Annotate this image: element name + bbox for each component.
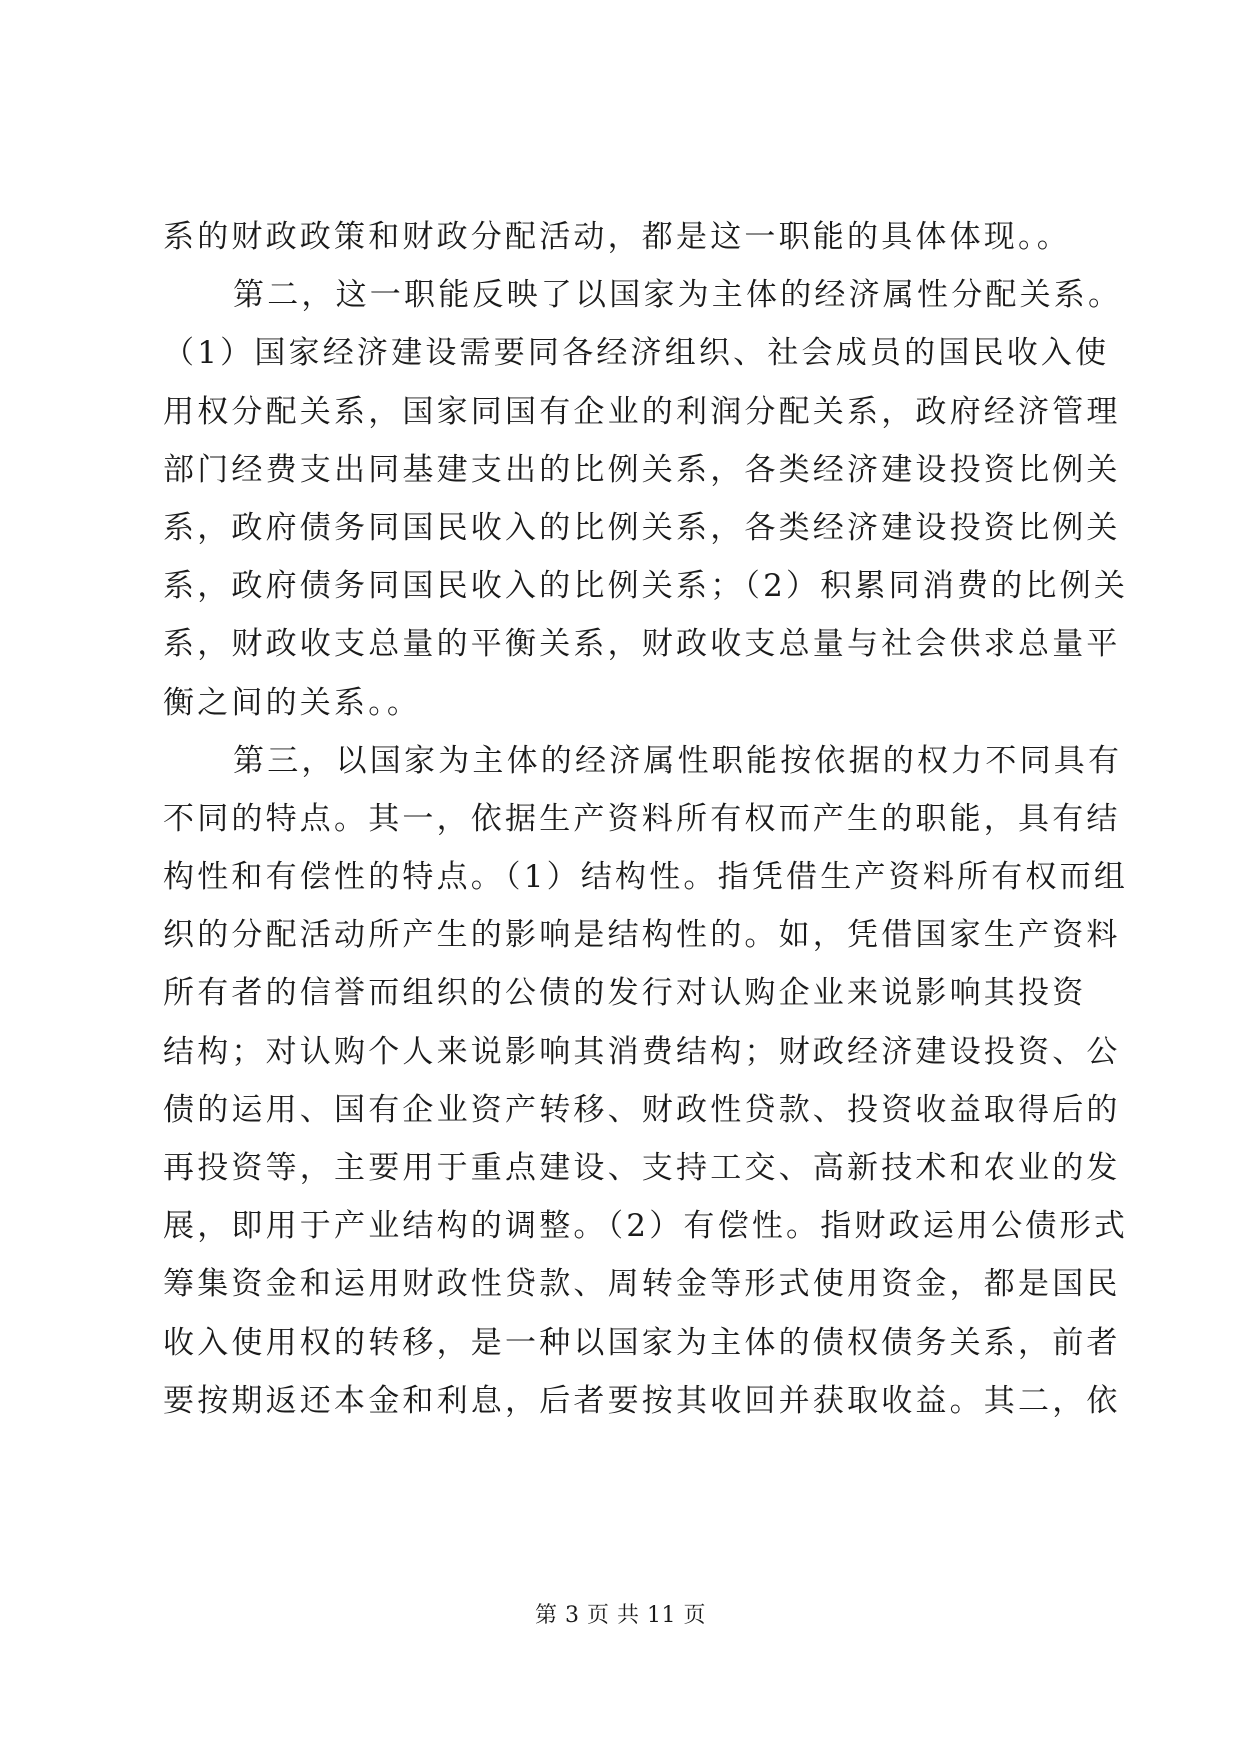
text-line: 结构；对认购个人来说影响其消费结构；财政经济建设投资、公	[163, 1033, 1121, 1070]
text-line: 收入使用权的转移，是一种以国家为主体的债权债务关系，前者	[163, 1324, 1121, 1361]
body-text	[163, 208, 1129, 1430]
text-line: 不同的特点。其一，依据生产资料所有权而产生的职能，具有结	[163, 800, 1121, 837]
text-line: 筹集资金和运用财政性贷款、周转金等形式使用资金，都是国民	[163, 1266, 1121, 1303]
page-footer: 第 3 页 共 11 页	[535, 1603, 706, 1628]
text-line: 系的财政政策和财政分配活动，都是这一职能的具体体现。。	[163, 219, 1071, 255]
text-line: 系，政府债务同国民收入的比例关系，各类经济建设投资比例关	[163, 509, 1121, 546]
text-line: 织的分配活动所产生的影响是结构性的。如，凭借国家生产资料	[163, 917, 1121, 954]
text-line: 系，政府债务同国民收入的比例关系；（2）积累同消费的比例关	[163, 568, 1129, 605]
text-line: 系，财政收支总量的平衡关系，财政收支总量与社会供求总量平	[163, 626, 1121, 663]
text-line: （1）国家经济建设需要同各经济组织、社会成员的国民收入使	[163, 335, 1110, 372]
text-line: 要按期返还本金和利息，后者要按其收回并获取收益。其二，依	[163, 1382, 1121, 1419]
text-line: 所有者的信誉而组织的公债的发行对认购企业来说影响其投资	[163, 975, 1087, 1012]
text-line: 用权分配关系，国家同国有企业的利润分配关系，政府经济管理	[163, 393, 1121, 430]
text-line: 再投资等，主要用于重点建设、支持工交、高新技术和农业的发	[163, 1150, 1121, 1186]
text-line: 债的运用、国有企业资产转移、财政性贷款、投资收益取得后的	[163, 1091, 1121, 1128]
text-line: 第二，这一职能反映了以国家为主体的经济属性分配关系。	[233, 277, 1123, 314]
text-line: 第三，以国家为主体的经济属性职能按依据的权力不同具有	[233, 742, 1123, 779]
text-line: 展，即用于产业结构的调整。（2）有偿性。指财政运用公债形式	[163, 1208, 1129, 1245]
text-line: 衡之间的关系。。	[163, 684, 422, 721]
text-line: 部门经费支出同基建支出的比例关系，各类经济建设投资比例关	[163, 451, 1121, 488]
text-line: 构性和有偿性的特点。（1）结构性。指凭借生产资料所有权而组	[163, 859, 1129, 896]
